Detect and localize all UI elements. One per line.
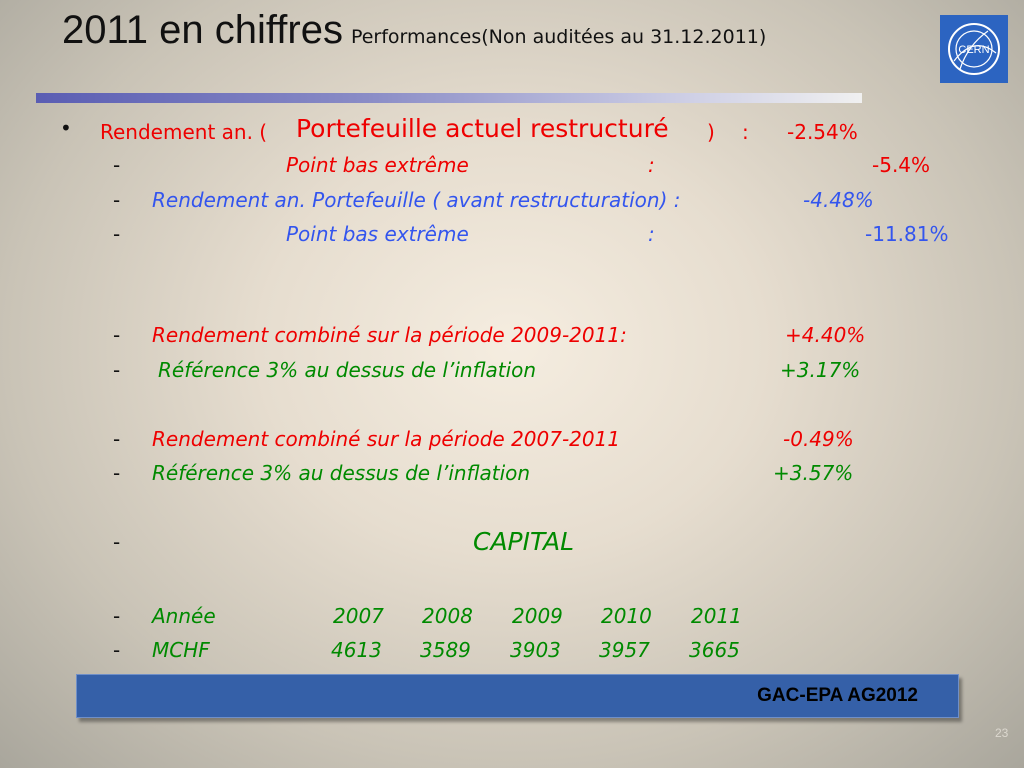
low-point-colon: :: [648, 153, 655, 177]
reference-label: Référence 3% au dessus de l’inflation: [152, 461, 531, 485]
mchf-cell: 3665: [689, 638, 740, 662]
dash-marker: -: [113, 604, 121, 628]
dash-marker: -: [113, 461, 121, 485]
year-cell: 2008: [422, 604, 473, 628]
title-divider: [36, 93, 862, 103]
dash-marker: -: [113, 222, 121, 246]
portfolio-name: Portefeuille actuel restructuré: [296, 114, 669, 143]
return-close: ): [707, 120, 715, 144]
slide-title: [62, 8, 766, 53]
capital-heading: CAPITAL: [473, 527, 575, 556]
logo-text: CERN: [958, 44, 990, 56]
low-point-value: -11.81%: [865, 222, 949, 246]
page-number: 23: [995, 726, 1009, 740]
mchf-cell: 3903: [510, 638, 561, 662]
footer-text: GAC-EPA AG2012: [757, 685, 918, 706]
year-label: Année: [152, 604, 216, 628]
year-cell: 2011: [691, 604, 742, 628]
dash-marker: -: [113, 530, 121, 554]
subtitle-text: Performances(Non auditées au 31.12.2011): [350, 26, 767, 48]
combined-label: Rendement combiné sur la période 2007-2011: [152, 427, 621, 451]
old-portfolio-value: -4.48%: [803, 188, 874, 212]
mchf-label: MCHF: [152, 638, 210, 662]
return-value: -2.54%: [787, 120, 858, 144]
dash-marker: -: [113, 638, 121, 662]
title-text: 2011 en chiffres: [62, 8, 343, 52]
mchf-cell: 3589: [420, 638, 471, 662]
mchf-cell: 4613: [331, 638, 382, 662]
year-cell: 2009: [512, 604, 563, 628]
reference-value: +3.17%: [780, 358, 861, 382]
combined-value: -0.49%: [783, 427, 854, 451]
mchf-cell: 3957: [599, 638, 650, 662]
cern-logo-icon: [940, 15, 1008, 83]
combined-value: +4.40%: [785, 323, 866, 347]
reference-label: Référence 3% au dessus de l’inflation: [158, 358, 537, 382]
year-cell: 2010: [601, 604, 652, 628]
dash-marker: -: [113, 427, 121, 451]
low-point-label: Point bas extrême: [286, 222, 469, 246]
year-cell: 2007: [333, 604, 384, 628]
dash-marker: -: [113, 153, 121, 177]
combined-label: Rendement combiné sur la période 2009-2011:: [152, 323, 627, 347]
dash-marker: -: [113, 358, 121, 382]
cern-logo: [940, 15, 1008, 83]
return-colon: :: [742, 120, 749, 144]
low-point-label: Point bas extrême: [286, 153, 469, 177]
low-point-value: -5.4%: [872, 153, 931, 177]
dash-marker: -: [113, 188, 121, 212]
dash-marker: -: [113, 323, 121, 347]
old-portfolio-label: Rendement an. Portefeuille ( avant restructuration) :: [152, 188, 681, 212]
reference-value: +3.57%: [773, 461, 854, 485]
bullet-icon: •: [60, 116, 72, 140]
footer-bar: [76, 674, 959, 718]
low-point-colon: :: [648, 222, 655, 246]
return-prefix: Rendement an. (: [100, 120, 268, 144]
